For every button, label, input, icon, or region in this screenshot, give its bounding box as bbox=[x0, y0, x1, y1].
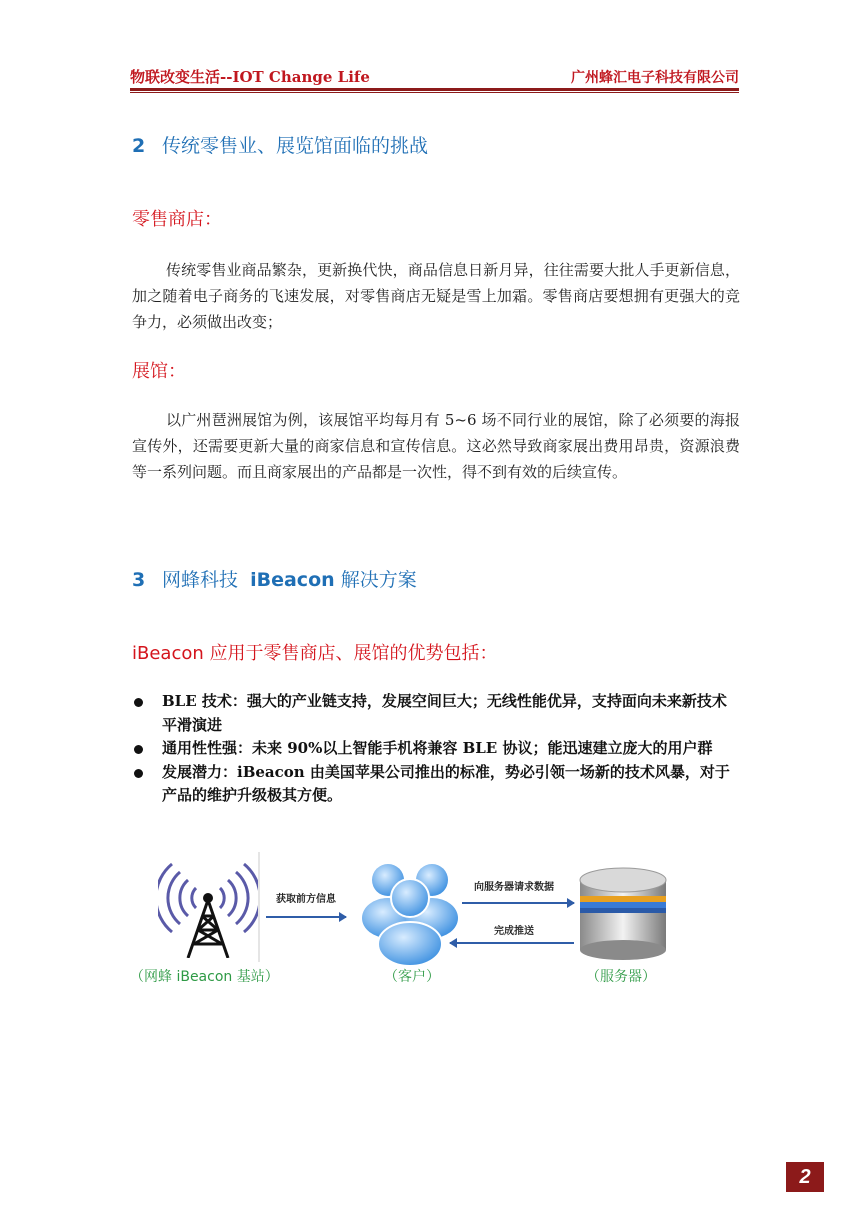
bullet-icon bbox=[134, 769, 143, 778]
list-item-text: 通用性性强：未来 90%以上智能手机将兼容 BLE 协议；能迅速建立庞大的用户群 bbox=[162, 739, 713, 757]
page-number: 2 bbox=[786, 1162, 824, 1192]
arrow-label-get-info: 获取前方信息 bbox=[276, 894, 336, 905]
section-2-title: 传统零售业、展览馆面临的挑战 bbox=[162, 135, 429, 157]
arrow-label-request-data: 向服务器请求数据 bbox=[474, 882, 554, 893]
list-item bbox=[132, 690, 740, 737]
list-item bbox=[132, 737, 740, 761]
customer-group-icon bbox=[360, 856, 460, 966]
arrow-get-info bbox=[266, 916, 346, 918]
caption-beacon: （网蜂 iBeacon 基站） bbox=[130, 969, 279, 985]
header-company: 广州蜂汇电子科技有限公司 bbox=[571, 70, 739, 86]
page-header bbox=[130, 64, 739, 94]
retail-paragraph: 传统零售业商品繁杂，更新换代快，商品信息日新月异，往往需要大批人手更新信息，加之随着电子商务的飞速发展，对零售商店无疑是雪上加霜。零售商店要想拥有更强大的竞争力，必须做出改变； bbox=[132, 261, 740, 331]
list-item-text: BLE 技术：强大的产业链支持，发展空间巨大；无线性能优异，支持面向未来新技术平滑演进 bbox=[162, 692, 727, 734]
section-3-number: 3 bbox=[132, 569, 146, 591]
list-item bbox=[132, 761, 740, 808]
arrow-label-push-complete: 完成推送 bbox=[494, 926, 534, 937]
section-3-title-a: 网蜂科技 bbox=[162, 569, 239, 591]
arrow-push-complete bbox=[450, 942, 574, 944]
diagram-separator bbox=[258, 852, 260, 962]
bullet-icon bbox=[134, 745, 143, 754]
arrow-request-data bbox=[462, 902, 574, 904]
advantages-list bbox=[132, 690, 740, 808]
bullet-icon bbox=[134, 698, 143, 707]
caption-server: （服务器） bbox=[586, 969, 656, 985]
section-3-heading bbox=[132, 565, 417, 592]
section-3-title-b: iBeacon bbox=[250, 569, 335, 591]
header-divider bbox=[130, 88, 739, 91]
retail-heading: 零售商店： bbox=[132, 209, 222, 230]
ibeacon-flow-diagram bbox=[130, 848, 730, 988]
caption-customer: （客户） bbox=[384, 969, 440, 985]
header-slogan: 物联改变生活--IOT Change Life bbox=[130, 68, 370, 86]
section-3-title-c: 解决方案 bbox=[340, 569, 417, 591]
section-2-heading bbox=[132, 131, 428, 158]
section-2-number: 2 bbox=[132, 135, 146, 157]
advantages-heading: iBeacon 应用于零售商店、展馆的优势包括： bbox=[132, 643, 498, 664]
list-item-text: 发展潜力：iBeacon 由美国苹果公司推出的标准，势必引领一场新的技术风暴，对于产品的维护升级极其方便。 bbox=[162, 762, 730, 804]
exhibit-paragraph: 以广州琶洲展馆为例，该展馆平均每月有 5~6 场不同行业的展馆，除了必须要的海报宣传外，还需要更新大量的商家信息和宣传信息。这必然导致商家展出费用昂贵，资源浪费等一系列问题。而且商家展出的产品都是一次性，得不到有效的后续宣传。 bbox=[132, 411, 740, 481]
exhibit-heading: 展馆： bbox=[132, 361, 186, 382]
header-divider-thin bbox=[130, 92, 739, 93]
database-server-icon bbox=[578, 866, 668, 962]
beacon-tower-icon bbox=[158, 858, 258, 958]
